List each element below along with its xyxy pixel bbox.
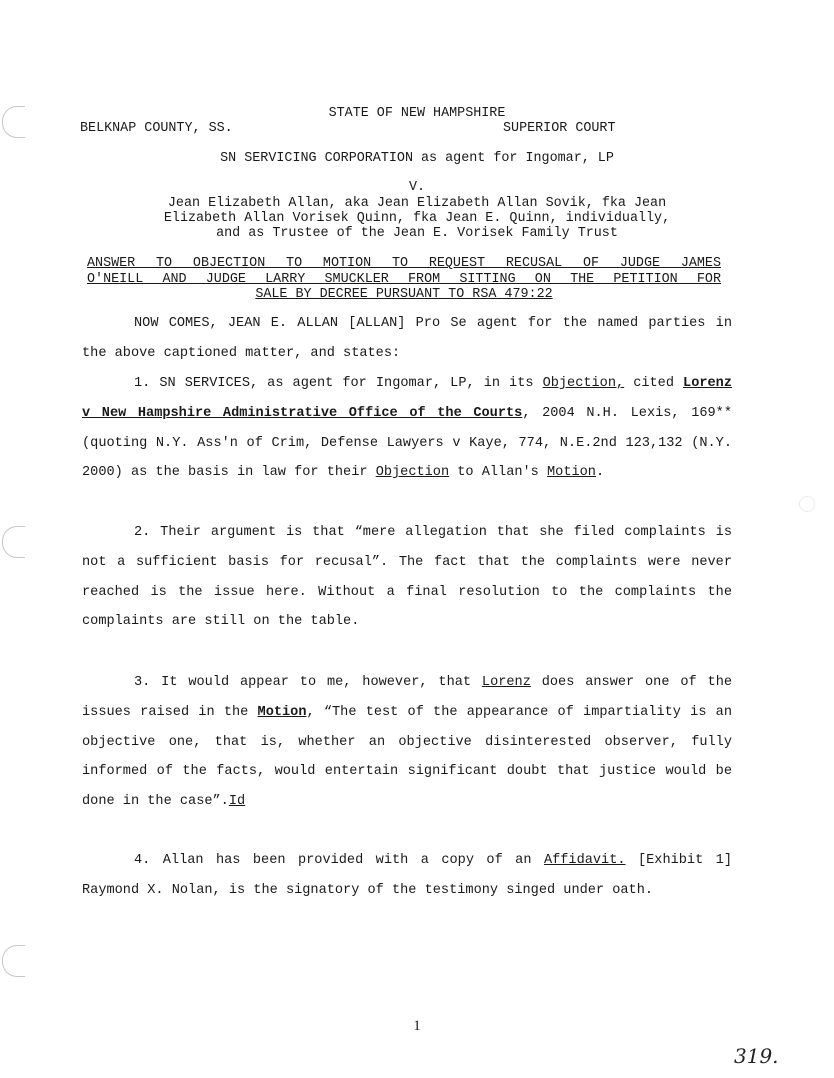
- case-reference: Lorenz: [481, 675, 531, 690]
- document-title-line: O'NEILL AND JUDGE LARRY SMUCKLER FROM SITTING ON THE PETITION FOR: [87, 272, 721, 287]
- objection-reference: Objection: [375, 465, 450, 481]
- document-title-line: ANSWER TO OBJECTION TO MOTION TO REQUEST RECUSAL OF JUDGE JAMES: [87, 256, 721, 271]
- document-title-line: SALE BY DECREE PURSUANT TO RSA 479:22: [255, 287, 553, 302]
- intro-text: NOW COMES, JEAN E. ALLAN [ALLAN] Pro Se agent for the named parties in the above captioned matter, and states:: [82, 316, 732, 361]
- scan-speck: [799, 496, 815, 512]
- intro-paragraph: [82, 309, 732, 369]
- state-heading: STATE OF NEW HAMPSHIRE: [328, 106, 506, 121]
- para3-text: , “The test of the appearance of impartiality is an objective one, that is, whether an objective disinterested observer, fully informed of the facts, would entertain significant doubt that justice would be done in the case”.: [82, 704, 732, 810]
- case-citation: Lorenz v New Hampshire Administrative Office of the Courts: [82, 376, 732, 421]
- para3-text: 3. It would appear to me, however, that: [134, 675, 482, 690]
- para1-text: .: [595, 465, 605, 481]
- versus-label: V.: [408, 180, 426, 195]
- paragraph-3: [82, 668, 732, 817]
- paragraph-2: [82, 518, 732, 637]
- objection-reference: Objection,: [542, 376, 625, 391]
- para1-text: to Allan's: [449, 465, 548, 481]
- motion-reference: Motion: [257, 704, 307, 720]
- court-label: SUPERIOR COURT: [503, 121, 616, 136]
- punch-hole-mark: [2, 526, 25, 558]
- para4-text: [Exhibit 1] Raymond X. Nolan, is the signatory of the testimony singed under oath.: [82, 853, 732, 898]
- affidavit-reference: Affidavit.: [543, 853, 626, 868]
- para4-text: 4. Allan has been provided with a copy of an: [134, 853, 544, 868]
- paragraph-1: [82, 369, 732, 488]
- para1-text: 1. SN SERVICES, as agent for Ingomar, LP, in its: [134, 376, 543, 391]
- defendant-line: Elizabeth Allan Vorisek Quinn, fka Jean E. Quinn, individually,: [163, 211, 671, 226]
- para3-text: does answer one of the issues raised in the: [82, 675, 733, 720]
- plaintiff-name: SN SERVICING CORPORATION as agent for Ingomar, LP: [220, 151, 614, 166]
- county-label: BELKNAP COUNTY, SS.: [80, 121, 233, 136]
- para2-text: 2. Their argument is that “mere allegation that she filed complaints is not a sufficient basis for recusal”. The fact that the complaints were never reached is the issue here. Without a final resolution to the complaints the complaints are still on the table.: [82, 525, 732, 630]
- punch-hole-mark: [2, 945, 25, 977]
- page-number: 1: [413, 1018, 421, 1034]
- motion-reference: Motion: [547, 465, 596, 481]
- id-citation: Id: [228, 794, 246, 810]
- para1-text: , 2004 N.H. Lexis, 169** (quoting N.Y. Ass'n of Crim, Defense Lawyers v Kaye, 774, N.E.2nd 123,132 (N.Y. 2000) as the basis in law for their: [82, 405, 732, 481]
- handwritten-page-note: 319.: [734, 1044, 779, 1068]
- defendant-line: and as Trustee of the Jean E. Vorisek Family Trust: [216, 226, 618, 241]
- defendant-line: Jean Elizabeth Allan, aka Jean Elizabeth Allan Sovik, fka Jean: [167, 196, 667, 211]
- paragraph-4: [82, 846, 732, 906]
- para1-text: cited: [624, 376, 684, 391]
